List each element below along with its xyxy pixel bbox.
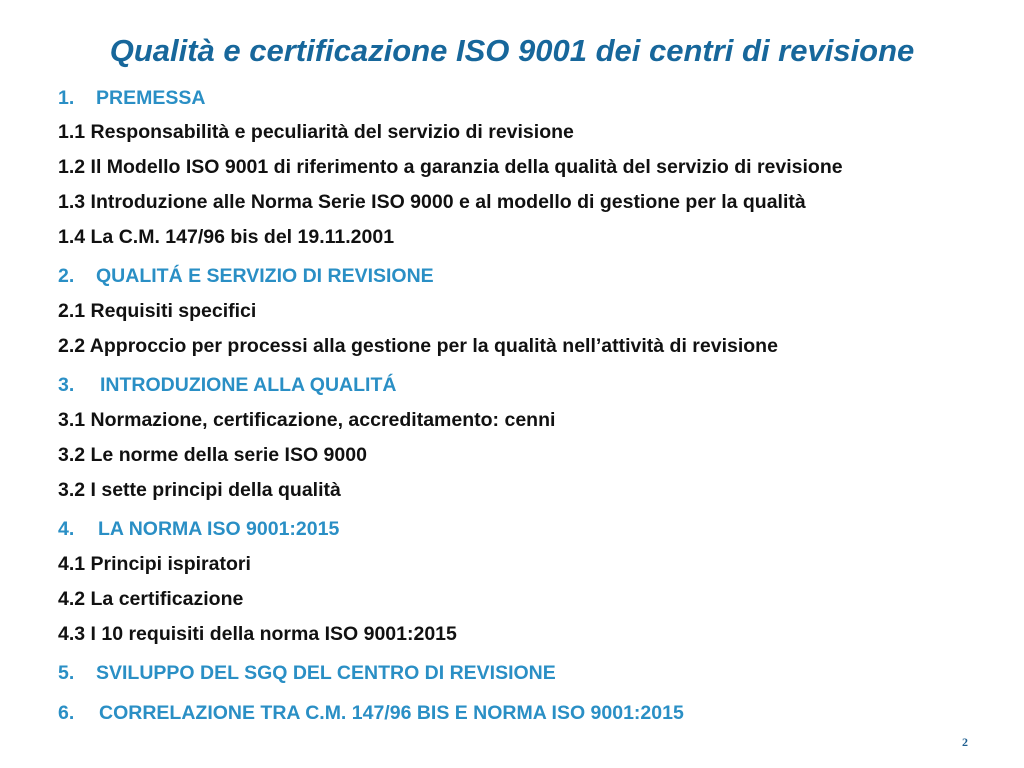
section-heading-2 (58, 265, 434, 288)
section-title: INTRODUZIONE ALLA QUALITÁ (100, 374, 397, 396)
section-number: 2. (58, 265, 75, 287)
list-item: 1.2 Il Modello ISO 9001 di riferimento a garanzia della qualità del servizio di revisione (58, 156, 843, 178)
list-item: 2.1 Requisiti specifici (58, 300, 257, 322)
section-number: 4. (58, 518, 75, 540)
section-title: CORRELAZIONE TRA C.M. 147/96 BIS E NORMA ISO 9001:2015 (99, 702, 684, 724)
slide-title: Qualità e certificazione ISO 9001 dei centri di revisione (109, 33, 915, 68)
section-heading-1 (58, 87, 205, 110)
list-item: 1.1 Responsabilità e peculiarità del servizio di revisione (58, 121, 574, 143)
list-item: 3.1 Normazione, certificazione, accreditamento: cenni (58, 409, 556, 431)
list-item: 3.2 Le norme della serie ISO 9000 (58, 444, 367, 466)
page-number: 2 (962, 735, 968, 749)
section-heading-5 (58, 662, 556, 685)
section-title: LA NORMA ISO 9001:2015 (98, 518, 340, 540)
list-item: 1.3 Introduzione alle Norma Serie ISO 9000 e al modello di gestione per la qualità (58, 191, 806, 213)
section-number: 6. (58, 702, 75, 724)
section-number: 5. (58, 662, 75, 684)
list-item: 1.4 La C.M. 147/96 bis del 19.11.2001 (58, 226, 395, 248)
section-title: PREMESSA (96, 87, 206, 109)
section-number: 3. (58, 374, 75, 396)
section-heading-4 (58, 518, 339, 541)
list-item: 4.1 Principi ispiratori (58, 553, 251, 575)
section-heading-6 (58, 702, 684, 725)
section-heading-3 (58, 374, 396, 397)
section-title: SVILUPPO DEL SGQ DEL CENTRO DI REVISIONE (96, 662, 556, 684)
list-item: 2.2 Approccio per processi alla gestione per la qualità nell’attività di revisione (58, 335, 778, 357)
section-title: QUALITÁ E SERVIZIO DI REVISIONE (96, 265, 434, 287)
list-item: 3.2 I sette principi della qualità (58, 479, 341, 501)
list-item: 4.3 I 10 requisiti della norma ISO 9001:2015 (58, 623, 457, 645)
section-number: 1. (58, 87, 75, 109)
list-item: 4.2 La certificazione (58, 588, 244, 610)
